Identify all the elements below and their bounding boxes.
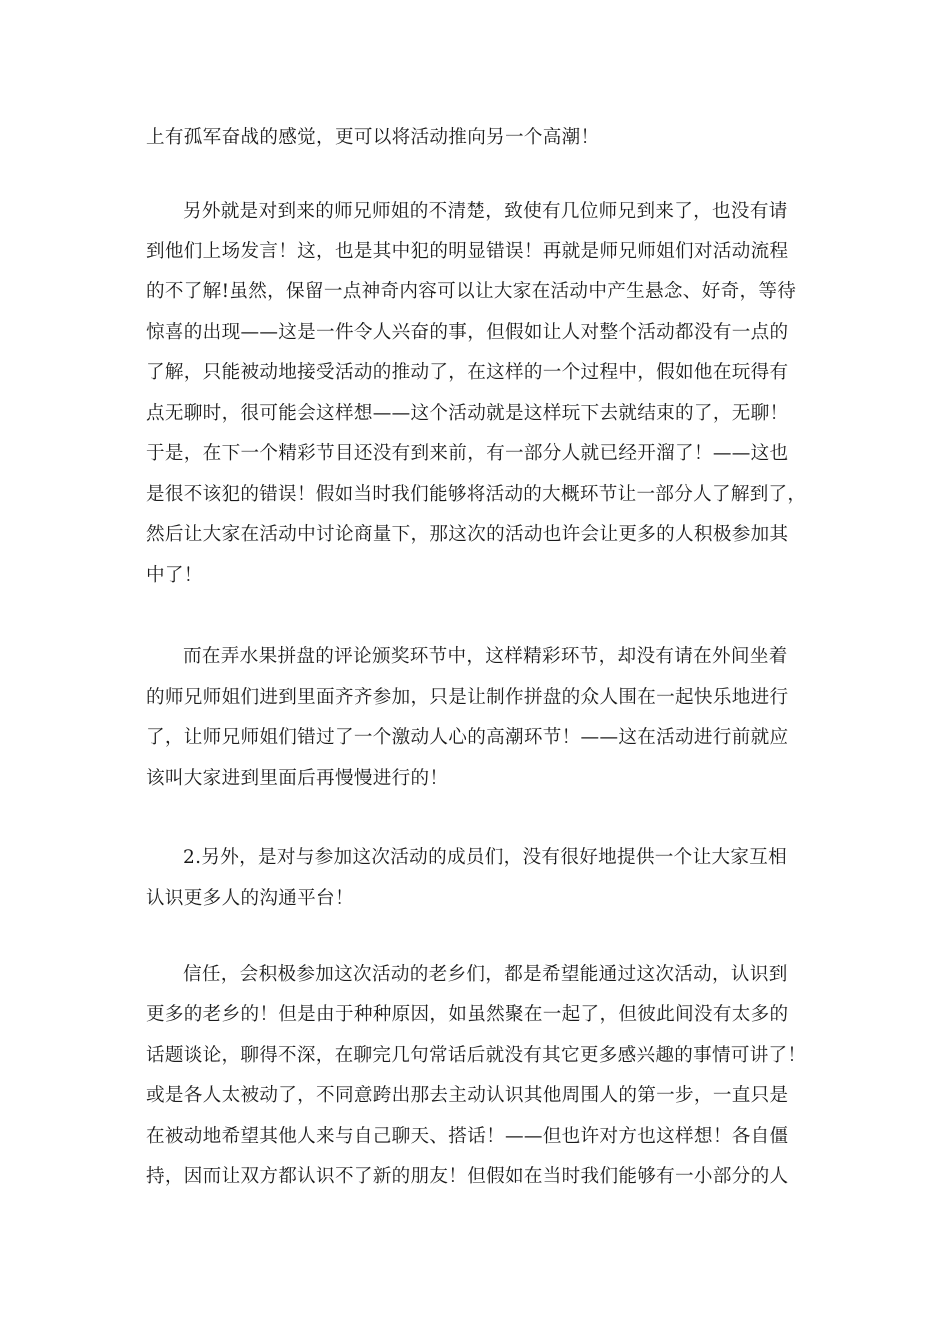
text-line: 中了！	[146, 565, 203, 586]
text-line: 点无聊时，很可能会这样想——这个活动就是这样玩下去就结束的了，无聊！	[146, 403, 789, 424]
text-line: 信任，会积极参加这次活动的老乡们，都是希望能通过这次活动，认识到	[183, 964, 788, 985]
text-line: 的不了解!虽然，保留一点神奇内容可以让大家在活动中产生悬念、好奇，等待	[146, 281, 797, 302]
text-line: 持，因而让双方都认识不了新的朋友！但假如在当时我们能够有一小部分的人	[146, 1166, 789, 1187]
text-line: 2.另外，是对与参加这次活动的成员们，没有很好地提供一个让大家互相	[183, 847, 788, 868]
text-line: 而在弄水果拼盘的评论颁奖环节中，这样精彩环节，却没有请在外间坐着	[183, 646, 788, 667]
text-line: 然后让大家在活动中讨论商量下，那这次的活动也许会让更多的人积极参加其	[146, 524, 789, 545]
text-line: 了，让师兄师姐们错过了一个激动人心的高潮环节！——这在活动进行前就应	[146, 727, 789, 748]
text-line: 是很不该犯的错误！假如当时我们能够将活动的大概环节让一部分人了解到了，	[146, 484, 807, 505]
text-line: 话题谈论，聊得不深，在聊完几句常话后就没有其它更多感兴趣的事情可讲了！	[146, 1045, 807, 1066]
text-line: 或是各人太被动了，不同意跨出那去主动认识其他周围人的第一步，一直只是	[146, 1085, 789, 1106]
text-line: 认识更多人的沟通平台！	[146, 888, 354, 909]
text-line: 更多的老乡的！但是由于种种原因，如虽然聚在一起了，但彼此间没有太多的	[146, 1004, 789, 1025]
text-line: 到他们上场发言！这，也是其中犯的明显错误！再就是师兄师姐们对活动流程	[146, 241, 789, 262]
text-line: 了解，只能被动地接受活动的推动了，在这样的一个过程中，假如他在玩得有	[146, 362, 789, 383]
text-line: 在被动地希望其他人来与自己聊天、搭话！——但也许对方也这样想！各自僵	[146, 1126, 789, 1147]
text-line: 该叫大家进到里面后再慢慢进行的！	[146, 768, 449, 789]
text-line: 于是，在下一个精彩节目还没有到来前，有一部分人就已经开溜了！——这也	[146, 443, 789, 464]
text-line: 上有孤军奋战的感觉，更可以将活动推向另一个高潮！	[146, 127, 600, 148]
text-line: 的师兄师姐们进到里面齐齐参加，只是让制作拼盘的众人围在一起快乐地进行	[146, 687, 789, 708]
text-line: 另外就是对到来的师兄师姐的不清楚，致使有几位师兄到来了，也没有请	[183, 201, 788, 222]
text-line: 惊喜的出现——这是一件令人兴奋的事，但假如让人对整个活动都没有一点的	[146, 322, 789, 343]
